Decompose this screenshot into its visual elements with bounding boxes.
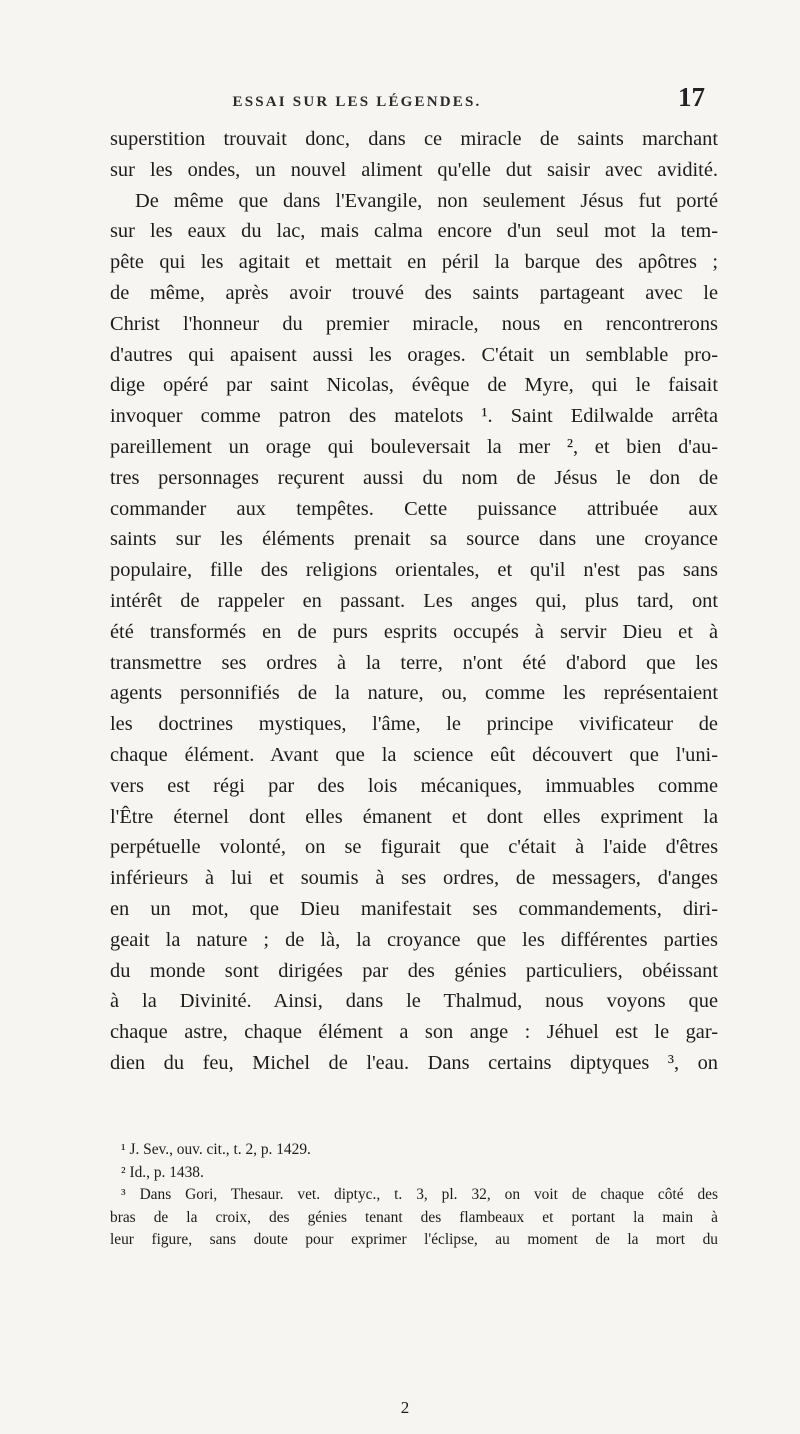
footnote-1: ¹ J. Sev., ouv. cit., t. 2, p. 1429. [121,1141,311,1158]
body-line: à la Divinité. Ainsi, dans le Thalmud, nous voyons que [110,990,718,1013]
body-line: pête qui les agitait et mettait en péril la barque des apôtres ; [110,251,718,274]
body-line: populaire, fille des religions orientales, et qu'il n'est pas sans [110,559,718,582]
body-line: tres personnages reçurent aussi du nom de Jésus le don de [110,466,718,489]
body-line: invoquer comme patron des matelots ¹. Saint Edilwalde arrêta [110,405,718,428]
footnotes [110,1139,718,1252]
body-line: en un mot, que Dieu manifestait ses commandements, diri- [110,897,718,920]
body-line: les doctrines mystiques, l'âme, le principe vivificateur de [110,713,718,736]
body-line: de même, après avoir trouvé des saints partageant avec le [110,281,718,304]
body-line: dien du feu, Michel de l'eau. Dans certains diptyques ³, on [110,1051,718,1074]
body-line: intérêt de rappeler en passant. Les anges qui, plus tard, ont [110,589,718,612]
body-line: agents personnifiés de la nature, ou, comme les représentaient [110,682,718,705]
running-title: ESSAI SUR LES LÉGENDES. [232,94,482,110]
body-line: geait la nature ; de là, la croyance que les différentes parties [110,928,718,951]
body-line: d'autres qui apaisent aussi les orages. C'était un semblable pro- [110,343,718,366]
body-line: dige opéré par saint Nicolas, évêque de Myre, qui le faisait [110,374,718,397]
signature-mark: 2 [400,1398,410,1417]
body-line: perpétuelle volonté, on se figurait que c'était à l'aide d'êtres [110,836,718,859]
body-line: transmettre ses ordres à la terre, n'ont été d'abord que les [110,651,718,674]
body-text [110,124,718,1079]
body-line: sur les eaux du lac, mais calma encore d'un seul mot la tem- [110,220,718,243]
body-line: inférieurs à lui et soumis à ses ordres, de messagers, d'anges [110,867,718,890]
body-line: été transformés en de purs esprits occupés à servir Dieu et à [110,620,718,643]
body-line: sur les ondes, un nouvel aliment qu'elle dut saisir avec avidité. [110,158,718,181]
body-line: l'Être éternel dont elles émanent et dont elles expriment la [110,805,718,828]
body-line: vers est régi par des lois mécaniques, immuables comme [110,774,718,797]
page-number: 17 [678,82,705,112]
body-line: du monde sont dirigées par des génies particuliers, obéissant [110,959,718,982]
body-line: superstition trouvait donc, dans ce miracle de saints marchant [110,128,718,150]
body-line: De même que dans l'Evangile, non seulement Jésus fut porté [135,189,718,212]
running-head [0,82,800,122]
body-line: chaque élément. Avant que la science eût découvert que l'uni- [110,743,718,766]
body-line: Christ l'honneur du premier miracle, nous en rencontrerons [110,312,718,335]
body-line: pareillement un orage qui bouleversait la mer ², et bien d'au- [110,435,718,458]
footnote-3-continued: leur figure, sans doute pour exprimer l'éclipse, au moment de la mort du [110,1231,718,1248]
body-line: chaque astre, chaque élément a son ange : Jéhuel est le gar- [110,1021,718,1044]
footnote-3: ³ Dans Gori, Thesaur. vet. diptyc., t. 3, pl. 32, on voit de chaque côté des [121,1186,718,1203]
footnote-2: ² Id., p. 1438. [121,1163,204,1181]
body-line: saints sur les éléments prenait sa source dans une croyance [110,528,718,551]
footnote-3-continued: bras de la croix, des génies tenant des flambeaux et portant la main à [110,1208,718,1226]
body-line: commander aux tempêtes. Cette puissance attribuée aux [110,497,718,520]
